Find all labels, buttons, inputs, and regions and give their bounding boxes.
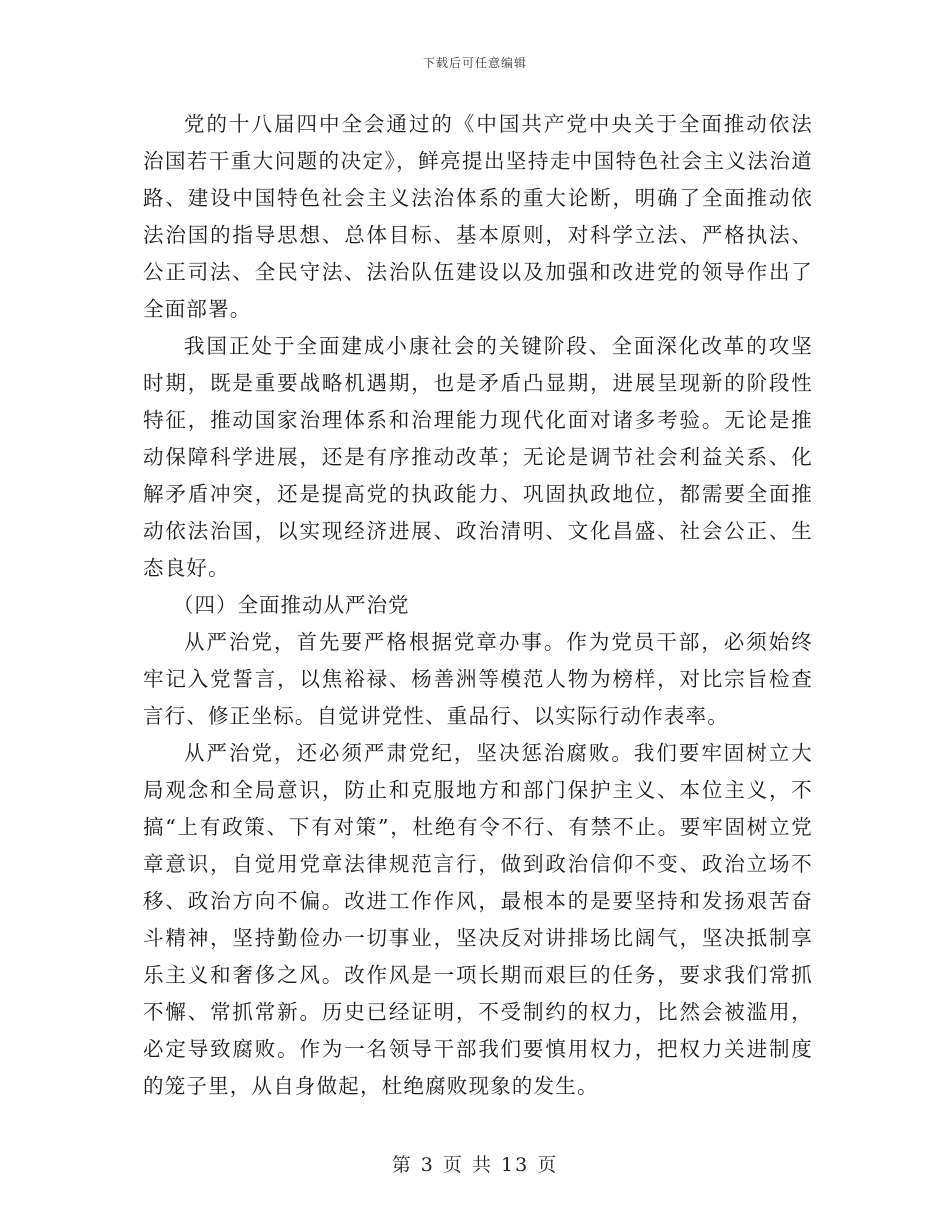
header-note: 下载后可任意编辑 — [422, 56, 527, 70]
paragraph-2: 我国正处于全面建成小康社会的关键阶段、全面深化改革的攻坚时期，既是重要战略机遇期，也是矛盾凸显期，进展呈现新的阶段性特征，推动国家治理体系和治理能力现代化面对诸多考验。无论是推动保障科学进展，还是有序推动改革；无论是调节社会利益关系、化解矛盾冲突，还是提高党的执政能力、巩固执政地位，都需要全面推动依法治国，以实现经济进展、政治清明、文化昌盛、社会公正、生态良好。 — [143, 334, 813, 580]
document-body — [143, 106, 813, 1105]
paragraph-3: 从严治党，首先要严格根据党章办事。作为党员干部，必须始终牢记入党誓言，以焦裕禄、杨善洲等模范人物为榜样，对比宗旨检查言行、修正坐标。自觉讲党性、重品行、以实际行动作表率。 — [143, 630, 813, 728]
section-heading: （四）全面推动从严治党 — [173, 593, 410, 617]
paragraph-4: 从严治党，还必须严肃党纪，坚决惩治腐败。我们要牢固树立大局观念和全局意识，防止和克服地方和部门保护主义、本位主义，不搞“上有政策、下有对策”，杜绝有令不行、有禁不止。要牢固树立党章意识，自觉用党章法律规范言行，做到政治信仰不变、政治立场不移、政治方向不偏。改进工作作风，最根本的是要坚持和发扬艰苦奋斗精神，坚持勤俭办一切事业，坚决反对讲排场比阔气，坚决抵制享乐主义和奢侈之风。改作风是一项长期而艰巨的任务，要求我们常抓不懈、常抓常新。历史已经证明，不受制约的权力，比然会被滥用，必定导致腐败。作为一名领导干部我们要慎用权力，把权力关进制度的笼子里，从自身做起，杜绝腐败现象的发生。 — [143, 741, 813, 1098]
paragraph-1: 党的十八届四中全会通过的《中国共产党中央关于全面推动依法治国若干重大问题的决定》，鲜亮提出坚持走中国特色社会主义法治道路、建设中国特色社会主义法治体系的重大论断，明确了全面推动依法治国的指导思想、总体目标、基本原则，对科学立法、严格执法、公正司法、全民守法、法治队伍建设以及加强和改进党的领导作出了全面部署。 — [143, 112, 813, 321]
page-number-footer: 第 3 页 共 13 页 — [391, 1154, 559, 1176]
